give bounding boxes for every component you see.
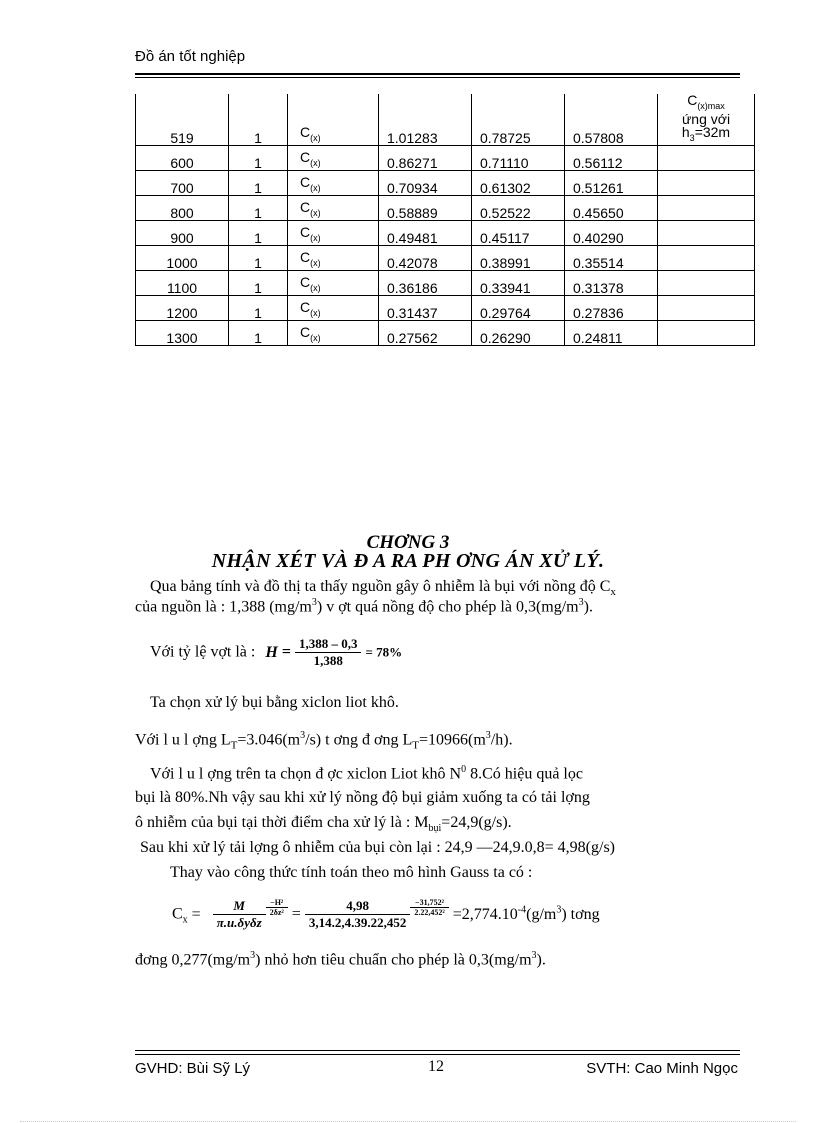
x-distance-cell: 600 <box>136 145 229 170</box>
footer-rule-thin <box>135 1054 740 1055</box>
table-row <box>136 94 755 145</box>
footer-advisor: GVHD: Bùi Sỹ Lý <box>135 1060 251 1077</box>
footer-student: SVTH: Cao Minh Ngọc <box>586 1060 738 1077</box>
value-2-cell: 0.71110 <box>472 145 565 170</box>
header-title: Đồ án tốt nghiệp <box>135 48 246 65</box>
table-row <box>136 145 755 170</box>
paragraph-1-line-2: của nguồn là : 1,388 $(mg/m^3)$ v ợt quá nồng độ cho phép là $0,3(mg/m^3)$. <box>135 597 593 616</box>
note-cell <box>658 145 755 170</box>
note-cell <box>658 245 755 270</box>
value-3-cell: 0.45650 <box>565 195 658 220</box>
x-distance-cell: 1300 <box>136 320 229 345</box>
n-cell: 1 <box>229 195 288 220</box>
paragraph-7: ô nhiễm của bụi tại thời điểm cha xử lý là : $M_{bụi}=24,9(g/s)$. <box>135 814 512 835</box>
note-cell <box>658 220 755 245</box>
value-1-cell: 0.42078 <box>379 245 472 270</box>
paragraph-8: Sau khi xử lý tải lợng ô nhiễm của bụi còn lại : 24,9 —24,9.0,8= 4,98(g/s) <box>140 839 615 856</box>
value-1-cell: 0.36186 <box>379 270 472 295</box>
symbol-cell: $C_{(x)}$ <box>288 320 379 345</box>
value-1-cell: 1.01283 <box>379 94 472 145</box>
table-row <box>136 320 755 345</box>
value-3-cell: 0.31378 <box>565 270 658 295</box>
footer-rule <box>135 1050 740 1051</box>
paragraph-4: Với l u l ợng $L_T=3.046(m^3/s)$ t ơng đ ơng $L_T=10966(m^3/h)$. <box>135 730 513 752</box>
x-distance-cell: 700 <box>136 170 229 195</box>
value-3-cell: 0.40290 <box>565 220 658 245</box>
value-1-cell: 0.86271 <box>379 145 472 170</box>
symbol-cell: $C_{(x)}$ <box>288 220 379 245</box>
table-row <box>136 170 755 195</box>
n-cell: 1 <box>229 94 288 145</box>
paragraph-3: Ta chọn xử lý bụi bằng xiclon liot khô. <box>150 694 399 711</box>
note-cell <box>658 195 755 220</box>
note-cell <box>658 170 755 195</box>
n-cell: 1 <box>229 170 288 195</box>
value-2-cell: 0.52522 <box>472 195 565 220</box>
paragraph-10: đơng $0,277(mg/m^3)$ nhỏ hơn tiêu chuẩn cho phép là $0,3(mg/m^3)$. <box>135 950 546 969</box>
concentration-table <box>135 94 755 346</box>
page-bottom-border <box>20 1121 796 1122</box>
n-cell: 1 <box>229 220 288 245</box>
header-rule <box>135 73 740 75</box>
x-distance-cell: 1100 <box>136 270 229 295</box>
value-3-cell: 0.24811 <box>565 320 658 345</box>
n-cell: 1 <box>229 270 288 295</box>
value-2-cell: 0.45117 <box>472 220 565 245</box>
chapter-title: CHƠNG 3 <box>366 532 450 553</box>
gauss-formula: $C_x$ = $\frac{M}{\text{π.u.δyδz}}$ $\frac{\text{−H²}}{\text{2δz²}}$ = $\frac{4,98}{3,14.2,4.39.22,452}$ $\frac{\text{−31,752²}}{\text{2.22,452²}}$ $=2,774.10^{-4}(g/m^3)$ tơng <box>172 898 600 930</box>
note-cell <box>658 320 755 345</box>
table-row <box>136 245 755 270</box>
x-distance-cell: 519 <box>136 94 229 145</box>
value-1-cell: 0.31437 <box>379 295 472 320</box>
value-2-cell: 0.78725 <box>472 94 565 145</box>
exponent-2: $\frac{\text{−31,752²}}{\text{2.22,452²}}$ <box>410 898 448 917</box>
n-cell: 1 <box>229 245 288 270</box>
x-distance-cell: 900 <box>136 220 229 245</box>
value-2-cell: 0.26290 <box>472 320 565 345</box>
formula-fraction-1: $\frac{M}{\text{π.u.δyδz}}$ <box>213 898 266 931</box>
value-2-cell: 0.33941 <box>472 270 565 295</box>
value-3-cell: 0.56112 <box>565 145 658 170</box>
symbol-cell: $C_{(x)}$ <box>288 270 379 295</box>
value-2-cell: 0.61302 <box>472 170 565 195</box>
x-distance-cell: 1000 <box>136 245 229 270</box>
value-3-cell: 0.51261 <box>565 170 658 195</box>
table-row <box>136 195 755 220</box>
note-cell: $C_{(x)max}$ ứng với $h_3=32m$ <box>658 94 755 145</box>
page-number: 12 <box>428 1058 444 1075</box>
paragraph-6: bụi là 80%.Nh vậy sau khi xử lý nồng độ bụi giảm xuống ta có tải lợng <box>135 789 590 806</box>
paragraph-1-line-1: Qua bảng tính và đồ thị ta thấy nguồn gây ô nhiễm là bụi với nồng độ $C_x$ <box>150 578 616 599</box>
paragraph-5: Với l u l ợng trên ta chọn đ ợc xiclon Liot khô $N^0$ 8.Có hiệu quả lọc <box>150 764 583 783</box>
value-3-cell: 0.35514 <box>565 245 658 270</box>
value-1-cell: 0.27562 <box>379 320 472 345</box>
table-row <box>136 220 755 245</box>
note-cell <box>658 295 755 320</box>
symbol-cell: $C_{(x)}$ <box>288 245 379 270</box>
table-row <box>136 270 755 295</box>
x-distance-cell: 800 <box>136 195 229 220</box>
value-2-cell: 0.29764 <box>472 295 565 320</box>
exponent-1: $\frac{\text{−H²}}{\text{2δz²}}$ <box>266 898 288 917</box>
symbol-cell: $C_{(x)}$ <box>288 145 379 170</box>
ratio-fraction: $\frac{1,388 - 0,3}{1,388}$ <box>295 636 362 669</box>
value-1-cell: 0.58889 <box>379 195 472 220</box>
n-cell: 1 <box>229 145 288 170</box>
symbol-cell: $C_{(x)}$ <box>288 295 379 320</box>
value-3-cell: 0.57808 <box>565 94 658 145</box>
header-rule-thin <box>135 77 740 78</box>
note-cell <box>658 270 755 295</box>
value-3-cell: 0.27836 <box>565 295 658 320</box>
ratio-line: Với tỷ lệ vợt là : H = $\frac{1,388 - 0,3}{1,388}$ = 78% <box>150 636 403 668</box>
n-cell: 1 <box>229 295 288 320</box>
value-1-cell: 0.49481 <box>379 220 472 245</box>
paragraph-9: Thay vào công thức tính toán theo mô hình Gauss ta có : <box>170 864 533 881</box>
symbol-cell: $C_{(x)}$ <box>288 170 379 195</box>
n-cell: 1 <box>229 320 288 345</box>
value-1-cell: 0.70934 <box>379 170 472 195</box>
symbol-cell: $C_{(x)}$ <box>288 195 379 220</box>
formula-fraction-2: $\frac{4,98}{3,14.2,4.39.22,452}$ <box>305 898 411 931</box>
chapter-subtitle: NHẬN XÉT VÀ Đ A RA PH ƠNG ÁN XỬ LÝ. <box>211 550 605 572</box>
symbol-cell: $C_{(x)}$ <box>288 94 379 145</box>
value-2-cell: 0.38991 <box>472 245 565 270</box>
x-distance-cell: 1200 <box>136 295 229 320</box>
table-row <box>136 295 755 320</box>
